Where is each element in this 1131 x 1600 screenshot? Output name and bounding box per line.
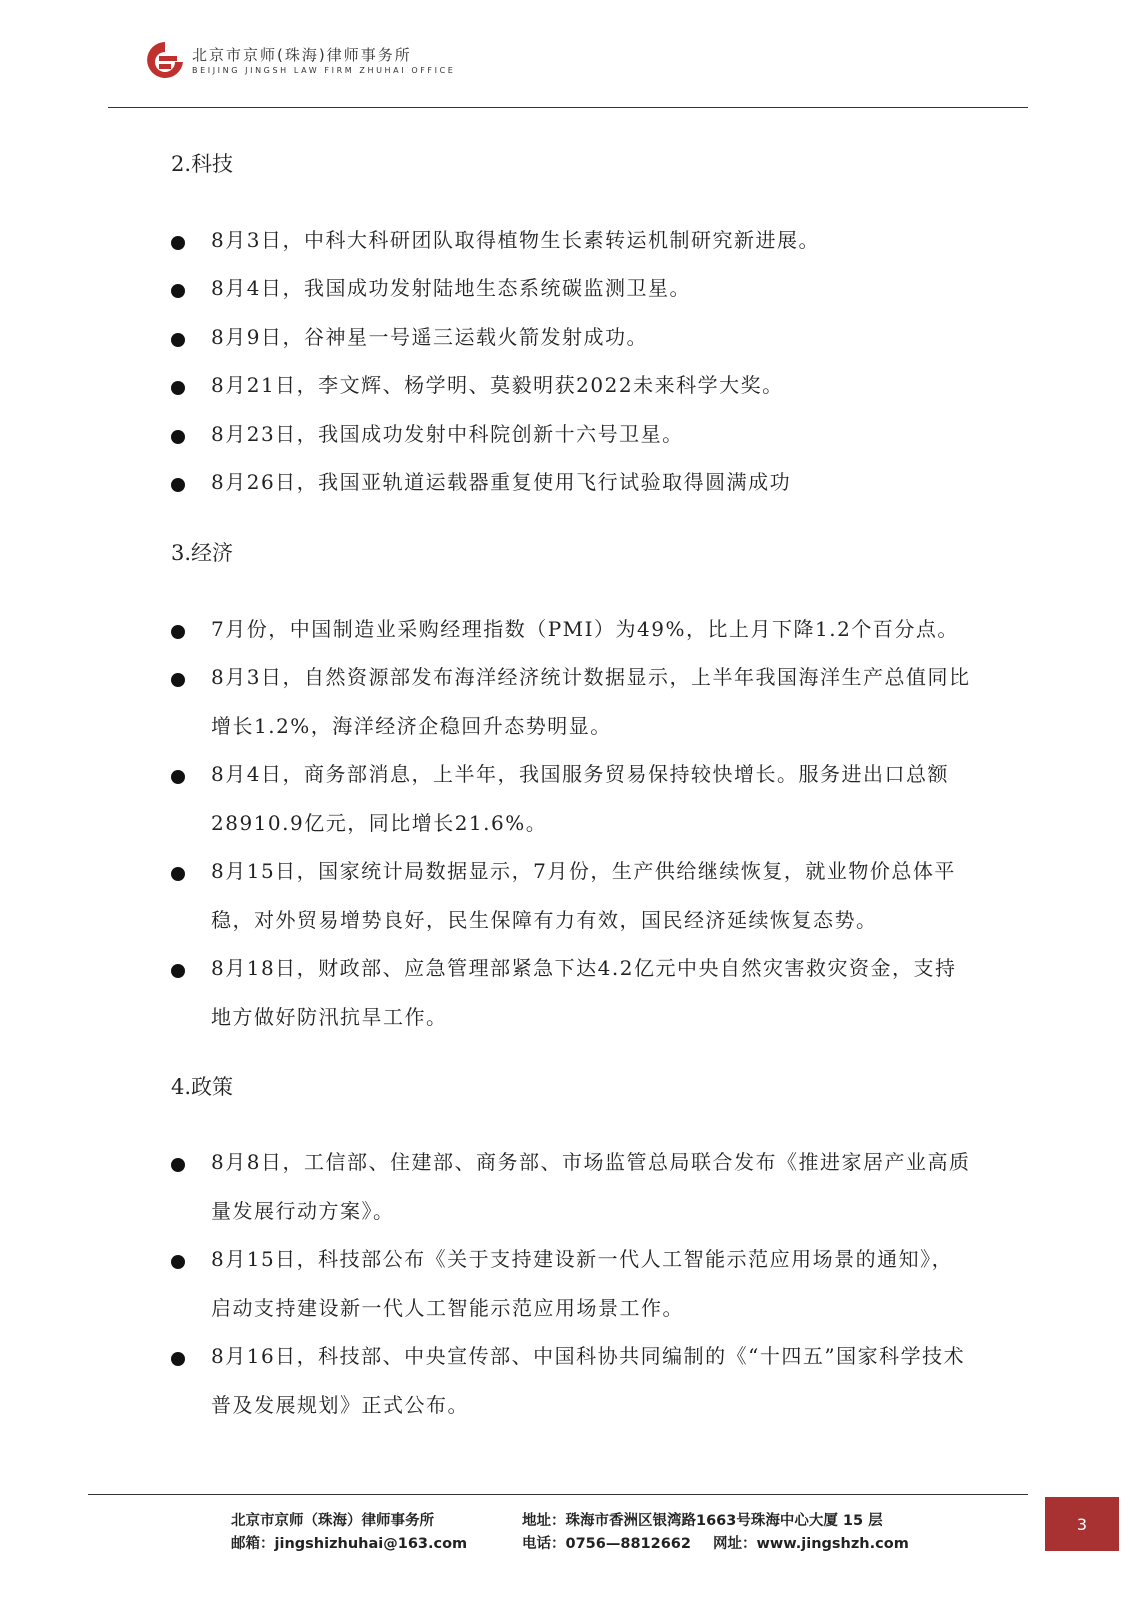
bullet-icon (171, 1352, 185, 1366)
bullet-icon (171, 381, 185, 395)
bullet-icon (171, 284, 185, 298)
bullet-icon (171, 333, 185, 347)
bullet-icon (171, 964, 185, 978)
bullet-icon (171, 673, 185, 687)
list-item: 8月8日，工信部、住建部、商务部、市场监管总局联合发布《推进家居产业高质量发展行动方案》。 (171, 1138, 971, 1236)
list-item: 8月21日，李文辉、杨学明、莫毅明获2022未来科学大奖。 (171, 361, 971, 410)
footer-phone: 电话：0756—8812662 (522, 1536, 691, 1552)
list-item: 8月3日，中科大科研团队取得植物生长素转运机制研究新进展。 (171, 216, 971, 265)
header-divider (108, 107, 1028, 108)
bullet-icon (171, 430, 185, 444)
list-item: 8月15日，科技部公布《关于支持建设新一代人工智能示范应用场景的通知》，启动支持建设新一代人工智能示范应用场景工作。 (171, 1235, 971, 1333)
list-item: 8月15日，国家统计局数据显示，7月份，生产供给继续恢复，就业物价总体平稳，对外贸易增势良好，民生保障有力有效，国民经济延续恢复态势。 (171, 847, 971, 945)
list-item: 8月26日，我国亚轨道运载器重复使用飞行试验取得圆满成功 (171, 458, 971, 507)
bullet-icon (171, 770, 185, 784)
list-item: 8月4日，我国成功发射陆地生态系统碳监测卫星。 (171, 264, 971, 313)
footer-firm-name: 北京市京师（珠海）律师事务所 (231, 1513, 434, 1529)
bullet-icon (171, 1255, 185, 1269)
bullet-icon (171, 478, 185, 492)
bullet-icon (171, 236, 185, 250)
section-title: 4.政策 (171, 1075, 234, 1099)
list-item: 8月18日，财政部、应急管理部紧急下达4.2亿元中央自然灾害救灾资金，支持地方做好防汛抗旱工作。 (171, 944, 971, 1042)
bullet-icon (171, 1158, 185, 1172)
list-item: 8月16日，科技部、中央宣传部、中国科协共同编制的《“十四五”国家科学技术普及发展规划》正式公布。 (171, 1332, 971, 1430)
letterhead (140, 36, 540, 86)
footer-divider (88, 1494, 1028, 1495)
firm-name-en: BEIJING JINGSH LAW FIRM ZHUHAI OFFICE (192, 66, 456, 75)
section-title: 2.科技 (171, 152, 234, 176)
bullet-icon (171, 625, 185, 639)
list-item: 8月4日，商务部消息，上半年，我国服务贸易保持较快增长。服务进出口总额28910.9亿元，同比增长21.6%。 (171, 750, 971, 848)
bullet-icon (171, 867, 185, 881)
page-number: 3 (1045, 1497, 1119, 1551)
list-item: 7月份，中国制造业采购经理指数（PMI）为49%，比上月下降1.2个百分点。 (171, 605, 971, 654)
firm-name-cn: 北京市京师(珠海)律师事务所 (192, 46, 412, 64)
list-item: 8月3日，自然资源部发布海洋经济统计数据显示，上半年我国海洋生产总值同比增长1.2%，海洋经济企稳回升态势明显。 (171, 653, 971, 751)
footer-email: 邮箱：jingshizhuhai@163.com (231, 1536, 468, 1552)
firm-logo-icon (145, 40, 185, 84)
footer-website: 网址：www.jingshzh.com (713, 1536, 909, 1552)
list-item: 8月23日，我国成功发射中科院创新十六号卫星。 (171, 410, 971, 459)
footer-address: 地址：珠海市香洲区银湾路1663号珠海中心大厦 15 层 (522, 1513, 883, 1529)
section-title: 3.经济 (171, 541, 234, 565)
list-item: 8月9日，谷神星一号遥三运载火箭发射成功。 (171, 313, 971, 362)
